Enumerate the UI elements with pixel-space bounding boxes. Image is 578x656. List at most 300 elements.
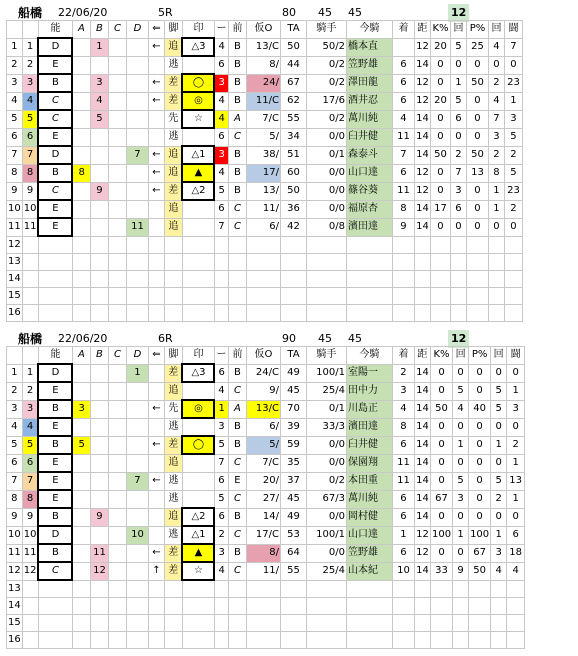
table-cell bbox=[38, 236, 72, 254]
table-cell: D bbox=[38, 526, 72, 544]
table-cell: △1 bbox=[182, 146, 214, 164]
table-cell: 3 bbox=[504, 110, 522, 128]
column-header: 印 bbox=[182, 347, 214, 365]
table-cell: D bbox=[38, 364, 72, 382]
table-cell: 14 bbox=[414, 508, 430, 526]
table-cell bbox=[507, 580, 525, 598]
table-cell bbox=[108, 288, 126, 305]
table-cell: 逃 bbox=[164, 128, 182, 146]
table-cell: 34 bbox=[280, 128, 306, 146]
table-cell: 11 bbox=[22, 218, 38, 236]
table-cell: 4 bbox=[507, 562, 525, 580]
table-cell bbox=[182, 236, 214, 254]
table-cell bbox=[90, 436, 108, 454]
column-header: D bbox=[126, 347, 148, 365]
table-cell: ◎ bbox=[182, 400, 214, 418]
table-cell: 37 bbox=[280, 472, 306, 490]
table-cell: 12 bbox=[7, 236, 23, 254]
table-cell bbox=[392, 580, 414, 598]
table-cell: 9 bbox=[392, 218, 414, 236]
table-cell: 0 bbox=[488, 218, 504, 236]
table-cell: 2 bbox=[450, 146, 466, 164]
table-cell bbox=[164, 615, 182, 632]
table-cell bbox=[507, 615, 525, 632]
table-cell: 15 bbox=[7, 615, 23, 632]
table-cell: 2 bbox=[491, 490, 507, 508]
table-cell: 12 bbox=[414, 92, 430, 110]
table-cell: ◎ bbox=[182, 92, 214, 110]
table-cell bbox=[148, 288, 164, 305]
table-cell bbox=[126, 544, 148, 562]
table-cell: 16 bbox=[7, 305, 23, 322]
table-cell: E bbox=[38, 218, 72, 236]
table-cell bbox=[126, 562, 148, 580]
table-cell bbox=[280, 305, 306, 322]
table-cell bbox=[504, 236, 522, 254]
table-cell: 0 bbox=[466, 128, 488, 146]
table-cell: 3 bbox=[488, 128, 504, 146]
table-cell bbox=[182, 128, 214, 146]
table-cell: 36 bbox=[280, 200, 306, 218]
table-cell bbox=[392, 236, 414, 254]
table-cell bbox=[148, 218, 164, 236]
table-cell: 23 bbox=[504, 74, 522, 92]
table-cell bbox=[108, 74, 126, 92]
table-cell: 追 bbox=[164, 146, 182, 164]
table-cell: 2 bbox=[392, 364, 414, 382]
table-cell bbox=[306, 632, 346, 649]
table-cell bbox=[214, 632, 228, 649]
table-cell: 1 bbox=[491, 526, 507, 544]
table-cell bbox=[22, 632, 38, 649]
table-cell: 逃 bbox=[164, 418, 182, 436]
table-cell: 6 bbox=[214, 56, 228, 74]
table-cell bbox=[346, 632, 392, 649]
table-cell: B bbox=[38, 164, 72, 182]
table-cell bbox=[126, 288, 148, 305]
table-cell bbox=[38, 580, 72, 598]
table-cell: 6 bbox=[392, 436, 414, 454]
table-cell bbox=[246, 615, 280, 632]
column-header: 回 bbox=[491, 347, 507, 365]
table-cell: B bbox=[228, 182, 246, 200]
table-cell: E bbox=[38, 128, 72, 146]
table-cell: 7 bbox=[7, 472, 23, 490]
table-cell bbox=[148, 454, 164, 472]
table-cell bbox=[246, 580, 280, 598]
table-cell bbox=[126, 598, 148, 615]
table-cell: 9 bbox=[453, 562, 469, 580]
table-cell: △1 bbox=[182, 526, 214, 544]
table-cell bbox=[72, 305, 90, 322]
table-cell bbox=[246, 271, 280, 288]
column-header: 距 bbox=[414, 347, 430, 365]
table-cell: 1 bbox=[90, 38, 108, 56]
table-cell: 15 bbox=[7, 288, 23, 305]
table-cell: 24/ bbox=[246, 74, 280, 92]
table-cell: 6 bbox=[22, 454, 38, 472]
table-cell: E bbox=[38, 472, 72, 490]
table-cell: 差 bbox=[164, 364, 182, 382]
table-cell: 5 bbox=[491, 400, 507, 418]
table-cell: 5 bbox=[450, 92, 466, 110]
table-cell: 0 bbox=[430, 164, 450, 182]
table-cell: ▲ bbox=[182, 544, 214, 562]
table-cell bbox=[430, 598, 452, 615]
table-cell bbox=[90, 236, 108, 254]
table-cell bbox=[148, 200, 164, 218]
table-cell: 9 bbox=[90, 508, 108, 526]
table-cell: C bbox=[38, 110, 72, 128]
table-cell bbox=[90, 454, 108, 472]
table-cell: 室陽一 bbox=[346, 364, 392, 382]
table-cell bbox=[126, 400, 148, 418]
table-cell: 0 bbox=[469, 472, 491, 490]
table-cell: 1 bbox=[214, 400, 228, 418]
table-cell bbox=[392, 632, 414, 649]
table-cell bbox=[108, 271, 126, 288]
column-header: 脚 bbox=[164, 21, 182, 39]
table-cell bbox=[72, 598, 90, 615]
table-cell: E bbox=[38, 418, 72, 436]
table-cell: 1 bbox=[126, 364, 148, 382]
table-cell: 14 bbox=[414, 490, 430, 508]
table-cell: 14 bbox=[414, 436, 430, 454]
table-cell: B bbox=[228, 92, 246, 110]
table-cell bbox=[414, 580, 430, 598]
table-cell: 11 bbox=[22, 544, 38, 562]
column-header: 着 bbox=[392, 21, 414, 39]
column-header bbox=[7, 21, 23, 39]
table-cell: 7 bbox=[450, 164, 466, 182]
table-cell bbox=[90, 271, 108, 288]
table-cell: 1 bbox=[488, 200, 504, 218]
table-cell: 0/2 bbox=[306, 472, 346, 490]
table-cell bbox=[148, 615, 164, 632]
table-cell: 11 bbox=[392, 472, 414, 490]
table-cell bbox=[228, 580, 246, 598]
table-cell bbox=[306, 236, 346, 254]
table-cell bbox=[392, 305, 414, 322]
table-cell bbox=[72, 56, 90, 74]
table-cell: 0 bbox=[430, 364, 452, 382]
table-cell: 44 bbox=[280, 56, 306, 74]
table-row bbox=[7, 615, 525, 632]
table-cell: 1 bbox=[488, 182, 504, 200]
table-cell bbox=[108, 632, 126, 649]
table-cell bbox=[469, 615, 491, 632]
table-cell: 59 bbox=[280, 436, 306, 454]
table-cell: 7 bbox=[7, 146, 23, 164]
table-cell: 0 bbox=[491, 364, 507, 382]
table-cell: 11 bbox=[392, 454, 414, 472]
table-cell: 13 bbox=[7, 580, 23, 598]
table-cell bbox=[228, 236, 246, 254]
table-cell: 0 bbox=[430, 454, 452, 472]
table-cell: 0/0 bbox=[306, 182, 346, 200]
table-row bbox=[7, 400, 525, 418]
table-cell bbox=[414, 254, 430, 271]
table-cell: 3 bbox=[22, 74, 38, 92]
table-cell: 6 bbox=[392, 544, 414, 562]
table-cell: 24/C bbox=[246, 364, 280, 382]
table-cell: 7 bbox=[488, 110, 504, 128]
column-header: P% bbox=[469, 347, 491, 365]
table-cell bbox=[72, 544, 90, 562]
table-cell bbox=[148, 490, 164, 508]
table-cell: 3 bbox=[214, 146, 228, 164]
table-cell bbox=[22, 615, 38, 632]
table-cell: 0 bbox=[466, 218, 488, 236]
table-cell bbox=[466, 254, 488, 271]
table-row bbox=[7, 562, 525, 580]
table-cell: 6 bbox=[450, 110, 466, 128]
table-cell bbox=[72, 236, 90, 254]
table-cell: 5 bbox=[214, 490, 228, 508]
table-cell bbox=[228, 598, 246, 615]
table-cell: 0 bbox=[469, 364, 491, 382]
table-cell bbox=[214, 305, 228, 322]
table-cell: 14 bbox=[414, 364, 430, 382]
table-cell: 14 bbox=[414, 472, 430, 490]
table-cell: ← bbox=[148, 544, 164, 562]
table-cell: 12 bbox=[7, 562, 23, 580]
table-cell: 4 bbox=[214, 92, 228, 110]
table-cell: 49 bbox=[280, 364, 306, 382]
table-cell bbox=[22, 305, 38, 322]
table-cell: 0 bbox=[450, 128, 466, 146]
table-cell bbox=[108, 615, 126, 632]
table-cell bbox=[450, 288, 466, 305]
table-cell: 14 bbox=[414, 110, 430, 128]
table-cell: 0 bbox=[430, 418, 452, 436]
table-cell bbox=[488, 271, 504, 288]
table-cell: ← bbox=[148, 38, 164, 56]
table-cell bbox=[126, 632, 148, 649]
table-cell: 11 bbox=[392, 128, 414, 146]
table-cell: 67/3 bbox=[306, 490, 346, 508]
table-cell: 6 bbox=[214, 200, 228, 218]
table-cell bbox=[90, 615, 108, 632]
table-cell: 先 bbox=[164, 110, 182, 128]
table-cell bbox=[90, 490, 108, 508]
table-cell: 0/0 bbox=[306, 200, 346, 218]
header-value-3: 45 bbox=[348, 332, 362, 345]
table-cell bbox=[488, 254, 504, 271]
table-cell: 篠谷葵 bbox=[346, 182, 392, 200]
table-cell: C bbox=[38, 182, 72, 200]
table-cell: C bbox=[228, 382, 246, 400]
table-cell: B bbox=[228, 364, 246, 382]
table-cell: 8 bbox=[7, 490, 23, 508]
table-row bbox=[7, 526, 525, 544]
table-cell bbox=[148, 526, 164, 544]
table-cell: 50 bbox=[280, 38, 306, 56]
table-cell: 16 bbox=[7, 632, 23, 649]
table-cell: 11 bbox=[7, 544, 23, 562]
table-cell bbox=[182, 418, 214, 436]
table-cell bbox=[72, 146, 90, 164]
table-cell bbox=[72, 418, 90, 436]
table-cell bbox=[90, 418, 108, 436]
table-row bbox=[7, 490, 525, 508]
table-cell bbox=[126, 38, 148, 56]
table-cell bbox=[182, 200, 214, 218]
table-cell: B bbox=[228, 38, 246, 56]
column-header: 騎手 bbox=[306, 21, 346, 39]
table-cell: 0 bbox=[430, 218, 450, 236]
table-cell bbox=[72, 110, 90, 128]
table-cell: 5 bbox=[7, 436, 23, 454]
table-cell: 3 bbox=[450, 182, 466, 200]
table-row bbox=[7, 271, 523, 288]
table-cell: 4 bbox=[488, 38, 504, 56]
table-cell bbox=[90, 632, 108, 649]
table-cell: 64 bbox=[280, 544, 306, 562]
table-cell: 100 bbox=[430, 526, 452, 544]
table-cell: 0 bbox=[430, 182, 450, 200]
table-cell bbox=[504, 288, 522, 305]
table-cell bbox=[182, 454, 214, 472]
table-cell bbox=[90, 364, 108, 382]
table-cell bbox=[126, 490, 148, 508]
table-cell bbox=[72, 254, 90, 271]
table-cell: B bbox=[228, 544, 246, 562]
table-cell: 17/C bbox=[246, 526, 280, 544]
table-cell: E bbox=[228, 472, 246, 490]
table-row bbox=[7, 454, 525, 472]
table-cell bbox=[228, 288, 246, 305]
table-cell bbox=[246, 632, 280, 649]
table-cell: 差 bbox=[164, 74, 182, 92]
table-cell bbox=[148, 632, 164, 649]
table-cell: 0 bbox=[430, 128, 450, 146]
table-cell bbox=[491, 598, 507, 615]
table-cell: C bbox=[38, 562, 72, 580]
table-cell bbox=[126, 128, 148, 146]
table-cell bbox=[148, 598, 164, 615]
table-cell: 0/0 bbox=[306, 164, 346, 182]
table-cell: 12 bbox=[414, 164, 430, 182]
table-cell bbox=[148, 508, 164, 526]
table-cell bbox=[90, 254, 108, 271]
table-cell: 67 bbox=[430, 490, 452, 508]
table-row bbox=[7, 580, 525, 598]
table-cell: 0/1 bbox=[306, 400, 346, 418]
table-cell: C bbox=[228, 526, 246, 544]
table-cell bbox=[108, 182, 126, 200]
table-cell bbox=[392, 288, 414, 305]
table-cell: 岡村健 bbox=[346, 508, 392, 526]
table-cell bbox=[126, 305, 148, 322]
table-cell bbox=[108, 364, 126, 382]
table-cell: 山口達 bbox=[346, 526, 392, 544]
table-cell bbox=[214, 236, 228, 254]
table-cell: 50 bbox=[430, 146, 450, 164]
table-cell: 5 bbox=[72, 436, 90, 454]
table-cell bbox=[430, 305, 450, 322]
table-cell: 逃 bbox=[164, 472, 182, 490]
table-row bbox=[7, 508, 525, 526]
table-cell bbox=[108, 92, 126, 110]
table-cell bbox=[72, 454, 90, 472]
table-cell bbox=[504, 305, 522, 322]
table-cell bbox=[38, 598, 72, 615]
table-row bbox=[7, 164, 523, 182]
column-header: 仮O bbox=[246, 21, 280, 39]
table-cell bbox=[491, 615, 507, 632]
table-row bbox=[7, 598, 525, 615]
table-cell: 0 bbox=[469, 418, 491, 436]
table-cell: 0/2 bbox=[306, 110, 346, 128]
table-cell bbox=[108, 164, 126, 182]
table-cell: B bbox=[38, 508, 72, 526]
column-header: 闘 bbox=[504, 21, 522, 39]
table-cell: 8/ bbox=[246, 544, 280, 562]
table-cell bbox=[466, 305, 488, 322]
table-cell: 12 bbox=[414, 544, 430, 562]
table-cell: 4 bbox=[7, 418, 23, 436]
table-cell: 福原杏 bbox=[346, 200, 392, 218]
table-cell bbox=[346, 271, 392, 288]
table-cell: 6 bbox=[392, 92, 414, 110]
table-cell: 27/ bbox=[246, 490, 280, 508]
table-cell bbox=[164, 271, 182, 288]
table-cell bbox=[182, 288, 214, 305]
table-cell: 追 bbox=[164, 218, 182, 236]
table-cell: 追 bbox=[164, 164, 182, 182]
table-cell bbox=[38, 254, 72, 271]
table-cell bbox=[280, 632, 306, 649]
column-header: 脚 bbox=[164, 347, 182, 365]
table-cell: ← bbox=[148, 472, 164, 490]
table-cell bbox=[126, 92, 148, 110]
table-cell: 5/ bbox=[246, 128, 280, 146]
table-cell: 6 bbox=[214, 508, 228, 526]
table-cell: 9 bbox=[7, 182, 23, 200]
table-cell: 7/C bbox=[246, 454, 280, 472]
table-cell: 先 bbox=[164, 400, 182, 418]
table-cell bbox=[246, 598, 280, 615]
table-cell: 6 bbox=[392, 164, 414, 182]
table-cell bbox=[414, 632, 430, 649]
table-cell bbox=[72, 38, 90, 56]
table-cell: 0 bbox=[430, 544, 452, 562]
table-cell: 13 bbox=[466, 164, 488, 182]
table-cell bbox=[22, 288, 38, 305]
table-cell: 6 bbox=[214, 364, 228, 382]
table-cell bbox=[450, 305, 466, 322]
table-cell bbox=[108, 110, 126, 128]
table-cell: 0 bbox=[469, 436, 491, 454]
table-cell: 11 bbox=[7, 218, 23, 236]
table-cell: 6 bbox=[392, 508, 414, 526]
table-cell: 14 bbox=[414, 400, 430, 418]
table-cell bbox=[126, 508, 148, 526]
table-cell: 山本紀 bbox=[346, 562, 392, 580]
table-cell: 70 bbox=[280, 400, 306, 418]
table-cell: 0 bbox=[507, 418, 525, 436]
table-cell: E bbox=[38, 490, 72, 508]
table-cell: 100 bbox=[469, 526, 491, 544]
table-cell bbox=[414, 598, 430, 615]
table-cell: 0 bbox=[469, 490, 491, 508]
table-cell bbox=[108, 38, 126, 56]
table-cell: 0/8 bbox=[306, 218, 346, 236]
table-cell: 笠野雄 bbox=[346, 56, 392, 74]
table-cell: 5 bbox=[22, 436, 38, 454]
table-row bbox=[7, 305, 523, 322]
